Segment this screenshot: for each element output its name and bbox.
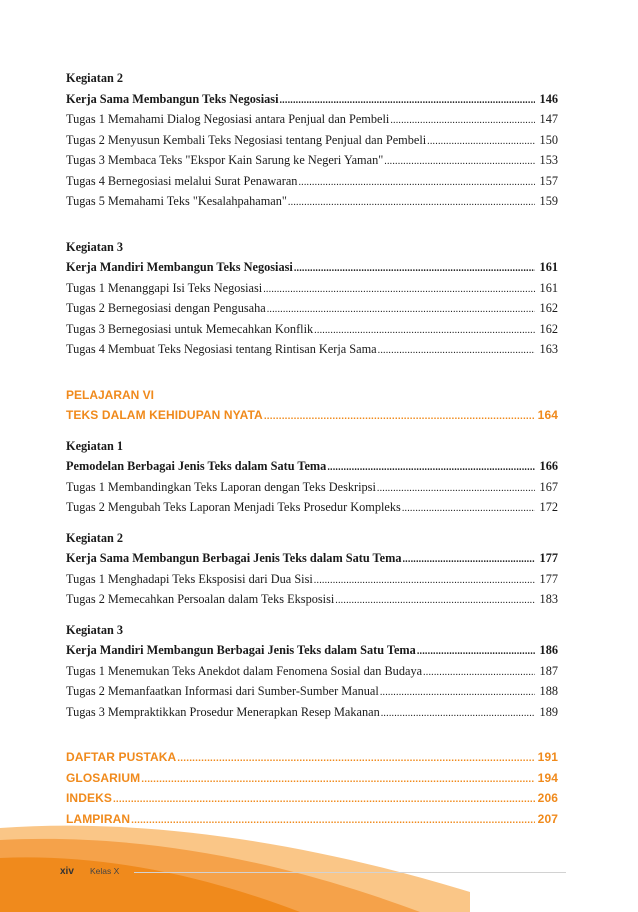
toc-entry[interactable] bbox=[66, 497, 558, 518]
toc-entry-page: 186 bbox=[539, 643, 558, 657]
section-label: Kegiatan 3 bbox=[66, 239, 124, 254]
leader-dots bbox=[377, 479, 535, 500]
page-number: xiv bbox=[60, 866, 74, 877]
toc-entry-page: 166 bbox=[539, 459, 558, 473]
toc-entry-page: 194 bbox=[537, 770, 558, 785]
toc-entry[interactable] bbox=[66, 661, 558, 682]
leader-dots bbox=[427, 132, 535, 153]
toc-entry-title: Tugas 2 Menyusun Kembali Teks Negosiasi tentang Penjual dan Pembeli bbox=[66, 132, 427, 147]
toc-entry[interactable] bbox=[66, 681, 558, 702]
toc-entry-title: Tugas 1 Menghadapi Teks Eksposisi dari Dua Sisi bbox=[66, 571, 313, 586]
chapter-label: PELAJARAN VI bbox=[66, 387, 155, 402]
leader-dots bbox=[327, 458, 535, 479]
leader-dots bbox=[267, 300, 535, 321]
toc-entry[interactable] bbox=[66, 589, 558, 610]
toc-entry-page: 191 bbox=[537, 750, 558, 764]
toc-entry[interactable] bbox=[66, 456, 558, 477]
toc-entry-title: Tugas 1 Membandingkan Teks Laporan dengan Teks Deskripsi bbox=[66, 479, 376, 494]
toc-entry[interactable] bbox=[66, 569, 558, 590]
leader-dots bbox=[314, 321, 535, 342]
section-label: Kegiatan 2 bbox=[66, 530, 124, 545]
toc-entry[interactable] bbox=[66, 477, 558, 498]
toc-entry-title: Tugas 3 Bernegosiasi untuk Memecahkan Konflik bbox=[66, 321, 314, 336]
toc-entry-page: 207 bbox=[537, 811, 558, 826]
toc-entry-page: 188 bbox=[539, 684, 558, 698]
toc-entry-title: Tugas 1 Menemukan Teks Anekdot dalam Fenomena Sosial dan Budaya bbox=[66, 663, 423, 678]
toc-entry-page: 161 bbox=[539, 280, 558, 295]
leader-dots bbox=[288, 193, 535, 214]
toc-entry-page: 157 bbox=[539, 173, 558, 188]
toc-entry[interactable] bbox=[66, 171, 558, 192]
toc-entry[interactable] bbox=[66, 747, 558, 768]
leader-dots bbox=[263, 280, 535, 301]
toc-entry-page: 187 bbox=[539, 663, 558, 678]
toc-section-c6-kegiatan-2 bbox=[66, 528, 558, 610]
toc-entry-title: Kerja Sama Membangun Teks Negosiasi bbox=[66, 91, 279, 106]
toc-entry[interactable] bbox=[66, 257, 558, 278]
toc-entry-page: 153 bbox=[539, 153, 558, 167]
chapter-title: TEKS DALAM KEHIDUPAN NYATA bbox=[66, 408, 263, 422]
toc-entry-page: 147 bbox=[539, 112, 558, 126]
toc-entry-title: Tugas 2 Bernegosiasi dengan Pengusaha bbox=[66, 301, 266, 315]
toc-entry-page: 146 bbox=[539, 91, 558, 106]
toc-entry-page: 172 bbox=[539, 500, 558, 514]
toc-entry[interactable] bbox=[66, 130, 558, 151]
toc-entry[interactable] bbox=[66, 89, 558, 110]
table-of-contents bbox=[66, 68, 558, 829]
toc-entry[interactable] bbox=[66, 548, 558, 569]
toc-entry-title: Tugas 2 Memecahkan Persoalan dalam Teks Eksposisi bbox=[66, 592, 335, 606]
toc-entry[interactable] bbox=[66, 339, 558, 360]
section-label: Kegiatan 1 bbox=[66, 438, 124, 453]
leader-dots bbox=[177, 749, 534, 770]
toc-entry-title: DAFTAR PUSTAKA bbox=[66, 750, 177, 764]
leader-dots bbox=[141, 770, 534, 791]
leader-dots bbox=[423, 663, 535, 684]
toc-entry-page: 183 bbox=[539, 592, 558, 606]
toc-entry-page: 159 bbox=[539, 194, 558, 208]
toc-section-kegiatan-2 bbox=[66, 68, 558, 212]
leader-dots bbox=[279, 91, 535, 112]
toc-entry[interactable] bbox=[66, 278, 558, 299]
leader-dots bbox=[402, 550, 535, 571]
toc-entry[interactable] bbox=[66, 109, 558, 130]
toc-entry-title: Pemodelan Berbagai Jenis Teks dalam Satu Tema bbox=[66, 459, 327, 473]
leader-dots bbox=[390, 111, 535, 132]
toc-entry[interactable] bbox=[66, 640, 558, 661]
toc-entry-title: Tugas 4 Bernegosiasi melalui Surat Penawaran bbox=[66, 173, 298, 188]
toc-entry-page: 161 bbox=[539, 260, 558, 274]
toc-entry-title: Tugas 5 Memahami Teks "Kesalahpahaman" bbox=[66, 194, 287, 208]
chapter-page: 164 bbox=[537, 408, 558, 422]
toc-entry-page: 162 bbox=[539, 301, 558, 315]
leader-dots bbox=[264, 407, 535, 428]
toc-entry-page: 162 bbox=[539, 321, 558, 336]
toc-entry-page: 163 bbox=[539, 342, 558, 356]
leader-dots bbox=[298, 173, 535, 194]
toc-entry[interactable] bbox=[66, 150, 558, 171]
toc-entry-title: LAMPIRAN bbox=[66, 811, 131, 826]
toc-entry-title: Kerja Sama Membangun Berbagai Jenis Teks dalam Satu Tema bbox=[66, 551, 402, 565]
leader-dots bbox=[417, 642, 535, 663]
toc-entry-title: GLOSARIUM bbox=[66, 770, 141, 785]
toc-section-c6-kegiatan-3 bbox=[66, 620, 558, 723]
section-label: Kegiatan 2 bbox=[66, 71, 124, 85]
toc-entry-title: Tugas 3 Mempraktikkan Prosedur Menerapkan Resep Makanan bbox=[66, 704, 380, 719]
toc-entry-title: Tugas 1 Memahami Dialog Negosiasi antara Penjual dan Pembeli bbox=[66, 112, 390, 126]
toc-section-c6-kegiatan-1 bbox=[66, 436, 558, 518]
leader-dots bbox=[335, 591, 535, 612]
leader-dots bbox=[380, 683, 535, 704]
toc-entry-page: 189 bbox=[539, 704, 558, 719]
orange-swoosh-graphic bbox=[0, 800, 638, 912]
toc-entry-title: INDEKS bbox=[66, 791, 112, 805]
toc-entry-page: 177 bbox=[539, 551, 558, 565]
toc-entry-page: 150 bbox=[539, 132, 558, 147]
toc-entry-chapter[interactable] bbox=[66, 405, 558, 426]
leader-dots bbox=[314, 571, 535, 592]
page-footer bbox=[0, 800, 638, 912]
leader-dots bbox=[384, 152, 535, 173]
toc-entry[interactable] bbox=[66, 702, 558, 723]
leader-dots bbox=[294, 259, 535, 280]
toc-entry-title: Tugas 2 Mengubah Teks Laporan Menjadi Teks Prosedur Kompleks bbox=[66, 500, 401, 514]
toc-entry-title: Kerja Mandiri Membangun Teks Negosiasi bbox=[66, 260, 293, 274]
leader-dots bbox=[402, 499, 535, 520]
toc-entry-title: Kerja Mandiri Membangun Berbagai Jenis Teks dalam Satu Tema bbox=[66, 643, 416, 657]
toc-entry-title: Tugas 1 Menanggapi Isi Teks Negosiasi bbox=[66, 280, 263, 295]
footer-rule bbox=[134, 872, 566, 873]
leader-dots bbox=[381, 704, 535, 725]
leader-dots bbox=[378, 341, 535, 362]
section-label: Kegiatan 3 bbox=[66, 622, 124, 637]
toc-chapter-6 bbox=[66, 385, 558, 426]
toc-entry-page: 177 bbox=[539, 571, 558, 586]
toc-entry-page: 167 bbox=[539, 479, 558, 494]
toc-section-kegiatan-3 bbox=[66, 237, 558, 360]
toc-entry-title: Tugas 3 Membaca Teks "Ekspor Kain Sarung ke Negeri Yaman" bbox=[66, 153, 384, 167]
toc-entry-page: 206 bbox=[537, 791, 558, 805]
toc-entry[interactable] bbox=[66, 768, 558, 789]
toc-entry[interactable] bbox=[66, 319, 558, 340]
toc-entry[interactable] bbox=[66, 298, 558, 319]
toc-entry[interactable] bbox=[66, 191, 558, 212]
class-label: Kelas X bbox=[90, 866, 120, 876]
toc-entry-title: Tugas 4 Membuat Teks Negosiasi tentang Rintisan Kerja Sama bbox=[66, 342, 377, 356]
toc-entry-title: Tugas 2 Memanfaatkan Informasi dari Sumber-Sumber Manual bbox=[66, 684, 379, 698]
